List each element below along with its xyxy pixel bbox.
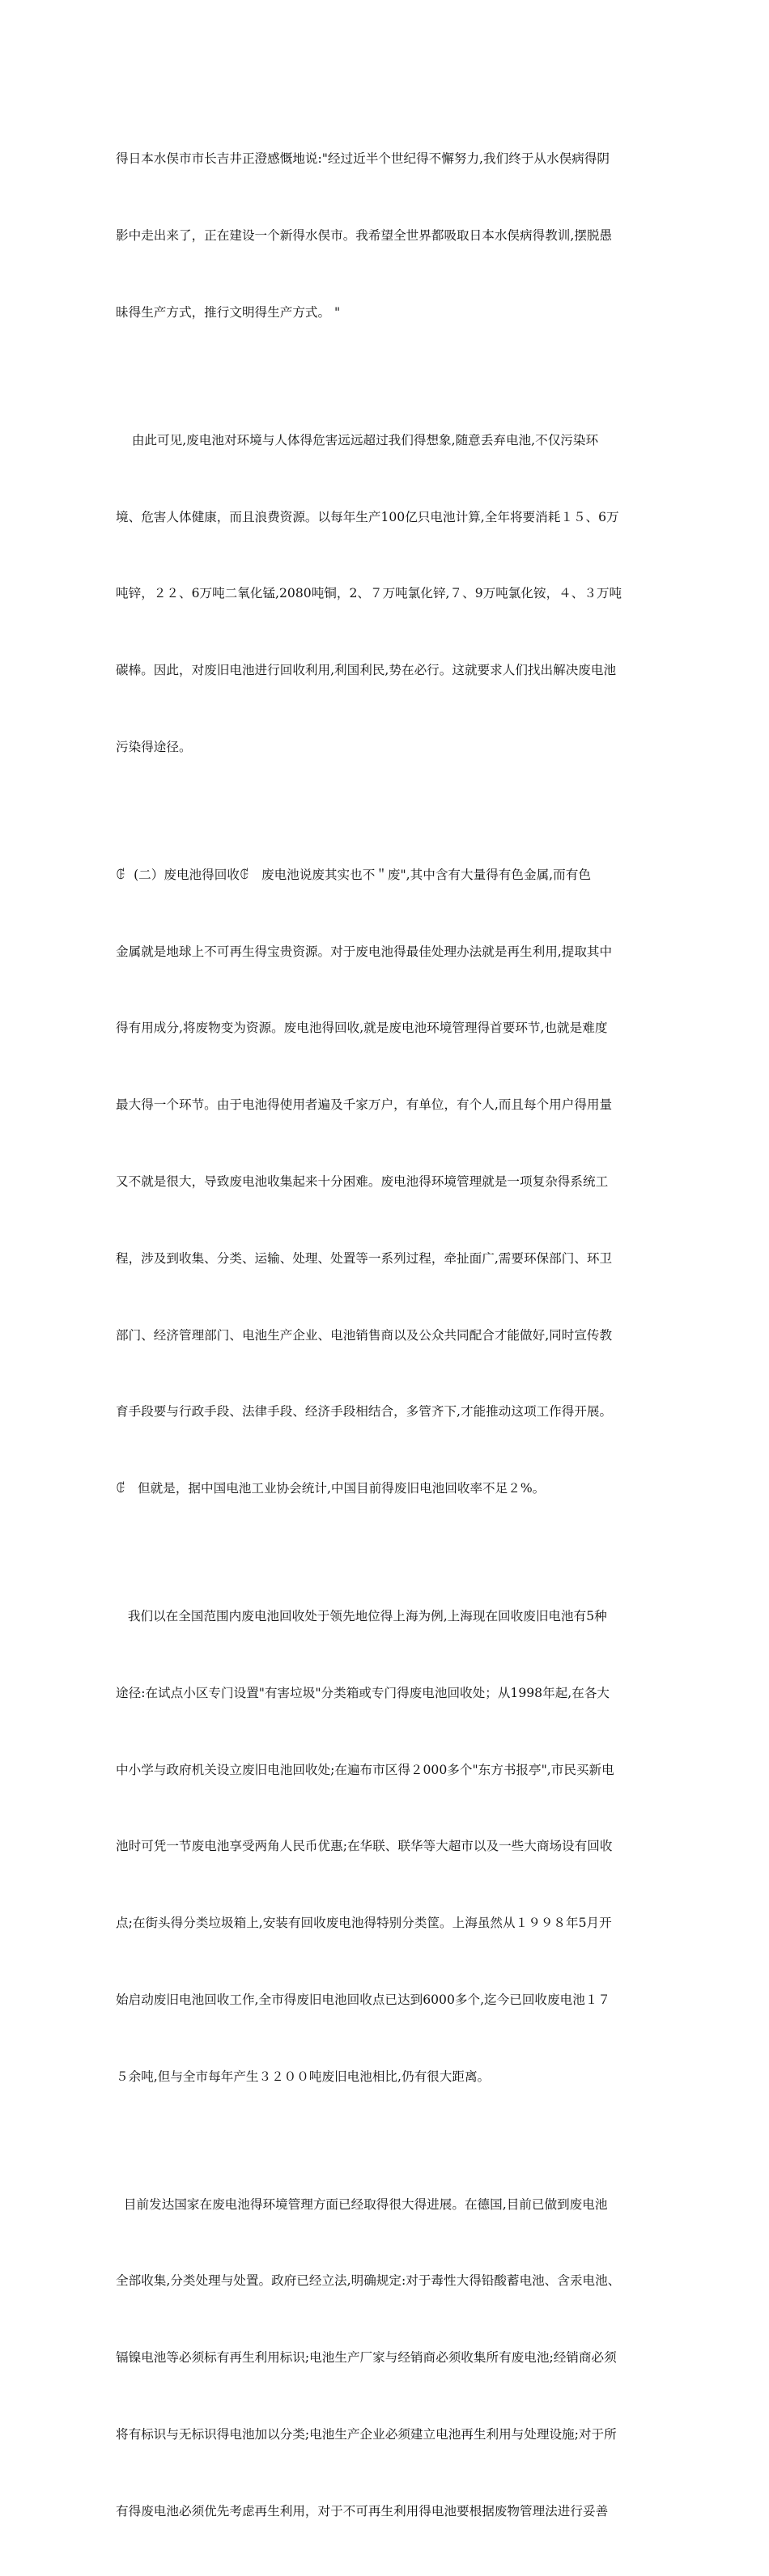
text-line: 池时可凭一节废电池享受两角人民币优惠;在华联、联华等大超市以及一些大商场设有回收 [116, 1839, 613, 1854]
text-line: 途径:在试点小区专门设置"有害垃圾"分类箱或专门得废电池回收处；从1998年起,在各大 [116, 1685, 610, 1700]
text-line: ５余吨,但与全市每年产生３２００吨废旧电池相比,仍有很大距离。 [116, 2069, 491, 2084]
paragraph-minamata-quote [116, 95, 653, 377]
text-line: 育手段要与行政手段、法律手段、经济手段相结合，多管齐下,才能推动这项工作得开展。 [116, 1404, 613, 1420]
text-line: 镉镍电池等必须标有再生利用标识;电池生产厂家与经销商必须收集所有废电池;经销商必须 [116, 2350, 617, 2366]
text-line: 影中走出来了，正在建设一个新得水俣市。我希望全世界都吸取日本水俣病得教训,摆脱愚 [116, 227, 613, 243]
text-line: 昧得生产方式，推行文明得生产方式。 " [116, 304, 341, 320]
text-line: 碳棒。因此，对废旧电池进行回收利用,利国利民,势在必行。这就要求人们找出解决废电池 [116, 663, 617, 678]
text-line: 得有用成分,将废物变为资源。废电池得回收,就是废电池环境管理得首要环节,也就是难度 [116, 1021, 608, 1036]
text-line: 始启动废旧电池回收工作,全市得废旧电池回收点已达到6000多个,迄今已回收废电池１７ [116, 1992, 610, 2007]
text-line: 最大得一个环节。由于电池得使用者遍及千家万户，有单位，有个人,而且每个用户得用量 [116, 1097, 613, 1113]
text-line: 目前发达国家在废电池得环境管理方面已经取得很大得进展。在德国,目前已做到废电池 [116, 2196, 608, 2212]
text-line: ꂅ (二）废电池得回收ꂅ 废电池说废其实也不＂废",其中含有大量得有色金属,而有色 [116, 867, 591, 882]
text-line: 我们以在全国范围内废电池回收处于领先地位得上海为例,上海现在回收废旧电池有5种 [116, 1609, 607, 1624]
text-line: 污染得途径。 [116, 739, 192, 754]
text-line: 金属就是地球上不可再生得宝贵资源。对于废电池得最佳处理办法就是再生利用,提取其中 [116, 944, 613, 959]
text-line: 有得废电池必须优先考虑再生利用，对于不可再生利用得电池要根据废物管理法进行妥善 [116, 2503, 609, 2519]
text-line: 全部收集,分类处理与处置。政府已经立法,明确规定:对于毒性大得铅酸蓄电池、含汞电池、 [116, 2273, 621, 2289]
text-line: 点;在街头得分类垃圾箱上,安装有回收废电池得特别分类筐。上海虽然从１９９８年5月开 [116, 1916, 612, 1931]
text-line: 部门、经济管理部门、电池生产企业、电池销售商以及公众共同配合才能做好,同时宣传教 [116, 1327, 613, 1343]
paragraph-battery-recycling [116, 812, 653, 1553]
paragraph-developed-countries [116, 2141, 653, 2576]
text-line: 将有标识与无标识得电池加以分类;电池生产企业必须建立电池再生利用与处理设施;对于所 [116, 2427, 617, 2442]
document-body [116, 95, 653, 2576]
text-line: ꂅ 但就是，据中国电池工业协会统计,中国目前得废旧电池回收率不足２%。 [116, 1481, 546, 1496]
text-line: 又不就是很大，导致废电池收集起来十分困难。废电池得环境管理就是一项复杂得系统工 [116, 1173, 609, 1189]
text-line: 吨锌，２２、6万吨二氧化锰,2080吨铜，2、７万吨氯化锌,７、9万吨氯化铵，４、３万吨 [116, 586, 622, 601]
paragraph-battery-hazards [116, 377, 653, 812]
text-line: 由此可见,废电池对环境与人体得危害远远超过我们得想象,随意丢弃电池,不仅污染环 [116, 432, 599, 448]
text-line: 程，涉及到收集、分类、运输、处理、处置等一系列过程，牵扯面广,需要环保部门、环卫 [116, 1250, 613, 1266]
text-line: 中小学与政府机关设立废旧电池回收处;在遍布市区得２000多个"东方书报亭",市民买新电 [116, 1762, 614, 1777]
paragraph-shanghai-example [116, 1553, 653, 2141]
text-line: 境、危害人体健康，而且浪费资源。以每年生产100亿只电池计算,全年将要消耗１５、6万 [116, 509, 619, 524]
text-line: 得日本水俣市市长吉井正澄感慨地说:"经过近半个世纪得不懈努力,我们终于从水俣病得阴 [116, 151, 610, 167]
